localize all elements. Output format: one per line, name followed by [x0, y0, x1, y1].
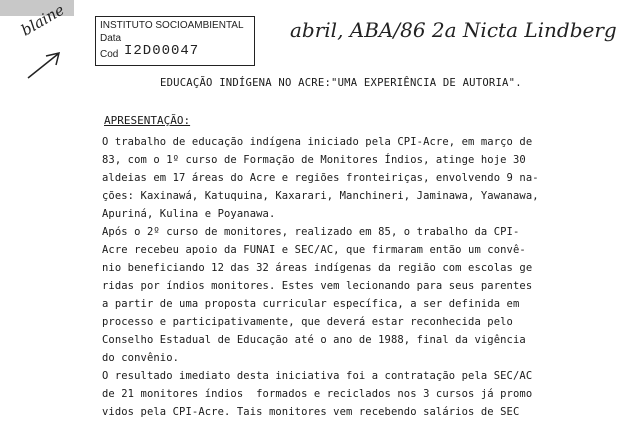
text-line: ções: Kaxinawá, Katuquina, Kaxarari, Manchineri, Jaminawa, Yawanawa, [102, 190, 539, 202]
section-heading: APRESENTAÇÃO: [104, 114, 191, 127]
text-line: de 21 monitores índios formados e reciclados nos 3 cursos já promo [102, 388, 533, 400]
text-line: nio beneficiando 12 das 32 áreas indígenas da região com escolas ge [102, 262, 533, 274]
stamp-code-label: Cod [100, 49, 119, 60]
text-line: aldeias em 17 áreas do Acre e regiões fronteiriças, envolvendo 9 na- [102, 172, 539, 184]
handwritten-arrow-icon [26, 48, 66, 80]
text-line: 83, com o 1º curso de Formação de Monitores Índios, atinge hoje 30 [102, 154, 526, 166]
stamp-code [100, 43, 200, 61]
text-line: Acre recebeu apoio da FUNAI e SEC/AC, que firmaram então um convê- [102, 244, 526, 256]
stamp-date-label: Data [100, 33, 122, 44]
archive-stamp [95, 16, 255, 66]
text-line: do convênio. [102, 352, 180, 364]
document-title: EDUCAÇÃO INDÍGENA NO ACRE:"UMA EXPERIÊNCIA DE AUTORIA". [160, 77, 522, 89]
text-line: O resultado imediato desta iniciativa foi a contratação pela SEC/AC [102, 370, 533, 382]
text-line: Conselho Estadual de Educação até o ano de 1988, final da vigência [102, 334, 526, 346]
text-line: ridas por índios monitores. Estes vem lecionando para seus parentes [102, 280, 533, 292]
text-line: Apuriná, Kulina e Poyanawa. [102, 208, 276, 220]
text-line: Após o 2º curso de monitores, realizado em 85, o trabalho da CPI- [102, 226, 520, 238]
stamp-code-value: I2D00047 [124, 43, 200, 59]
text-line: a partir de uma proposta curricular específica, a ser definida em [102, 298, 520, 310]
handwritten-reference: abril, ABA/86 2a Nicta Lindberg [290, 18, 617, 42]
text-line: O trabalho de educação indígena iniciado pela CPI-Acre, em março de [102, 136, 533, 148]
handwritten-margin-note: blaine [18, 0, 68, 40]
stamp-institution: INSTITUTO SOCIOAMBIENTAL [100, 20, 244, 31]
text-line: vidos pela CPI-Acre. Tais monitores vem recebendo salários de SEC [102, 406, 520, 418]
text-line: processo e participativamente, que deverá estar reconhecida pelo [102, 316, 513, 328]
